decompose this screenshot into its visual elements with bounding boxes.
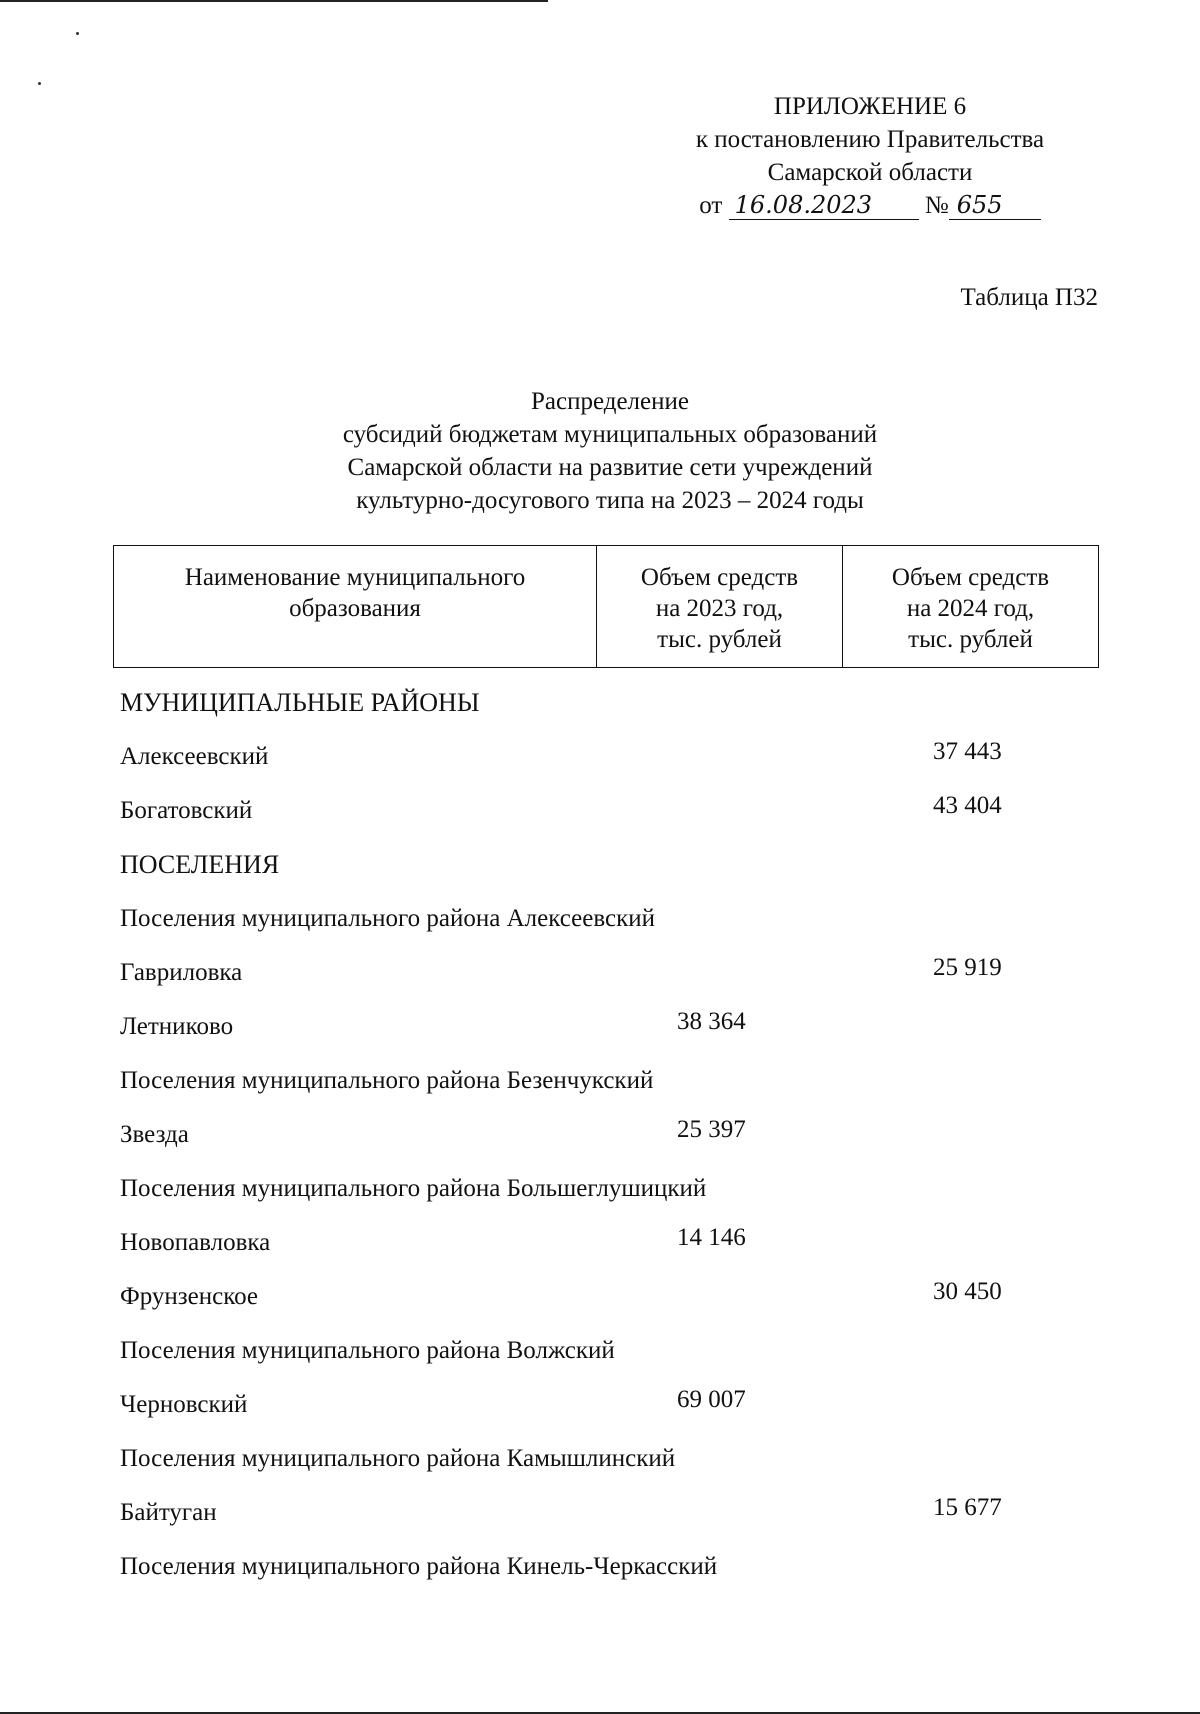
value-2024: 43 404	[933, 792, 1002, 819]
number-prefix: №	[924, 192, 949, 219]
subgroup-label: Поселения муниципального района Кинель-Черкасский	[120, 1553, 718, 1580]
municipality-name: Звезда	[120, 1121, 189, 1148]
title-line-3: Самарской области на развитие сети учреждений	[347, 454, 873, 481]
table-row	[120, 676, 1080, 730]
scan-edge-top	[0, 0, 548, 2]
handwritten-date: 16.08.2023	[729, 191, 919, 220]
table-row	[120, 838, 1080, 892]
date-prefix: от	[699, 192, 723, 219]
appendix-block	[640, 90, 1100, 222]
table-row	[120, 1162, 1080, 1216]
table-row	[120, 1054, 1080, 1108]
table-row	[120, 1216, 1080, 1270]
title-line-1: Распределение	[531, 388, 689, 415]
group-label: МУНИЦИПАЛЬНЫЕ РАЙОНЫ	[120, 688, 480, 717]
appendix-line-3: Самарской области	[767, 159, 973, 186]
table-body	[120, 676, 1080, 1594]
table-row	[120, 1324, 1080, 1378]
column-header-2024: Объем средств на 2024 год, тыс. рублей	[842, 546, 1098, 667]
title-line-4: культурно-досугового типа на 2023 – 2024 годы	[356, 487, 864, 514]
table-label: Таблица П32	[960, 284, 1098, 311]
municipality-name: Летниково	[120, 1013, 234, 1040]
document-title	[160, 385, 1060, 517]
table-row	[120, 1108, 1080, 1162]
municipality-name: Алексеевский	[120, 743, 269, 770]
column-header-2023: Объем средств на 2023 год, тыс. рублей	[596, 546, 842, 667]
subgroup-label: Поселения муниципального района Безенчукский	[120, 1067, 654, 1094]
table-row	[120, 784, 1080, 838]
table-row	[120, 1486, 1080, 1540]
value-2024: 15 677	[933, 1494, 1002, 1521]
value-2023: 25 397	[677, 1116, 746, 1143]
group-label: ПОСЕЛЕНИЯ	[120, 850, 280, 879]
table-row	[120, 1540, 1080, 1594]
table-row	[120, 1270, 1080, 1324]
municipality-name: Новопавловка	[120, 1229, 271, 1256]
table-header	[113, 545, 1099, 668]
table-row	[120, 1000, 1080, 1054]
column-header-name: Наименование муниципального образования	[184, 564, 526, 622]
value-2024: 25 919	[933, 954, 1002, 981]
municipality-name: Черновский	[120, 1391, 248, 1418]
scan-speck	[38, 82, 41, 85]
municipality-name: Богатовский	[120, 797, 253, 824]
table-row	[120, 946, 1080, 1000]
table-row	[120, 730, 1080, 784]
table-row	[120, 1432, 1080, 1486]
scan-speck	[76, 32, 79, 35]
municipality-name: Гавриловка	[120, 959, 243, 986]
appendix-line-2: к постановлению Правительства	[695, 126, 1045, 153]
table-row	[120, 892, 1080, 946]
table-row	[120, 1378, 1080, 1432]
value-2023: 38 364	[677, 1008, 746, 1035]
appendix-title: ПРИЛОЖЕНИЕ 6	[773, 93, 967, 120]
handwritten-number: 655	[949, 191, 1041, 220]
title-line-2: субсидий бюджетам муниципальных образований	[342, 421, 878, 448]
subgroup-label: Поселения муниципального района Камышлинский	[120, 1445, 676, 1472]
municipality-name: Байтуган	[120, 1499, 217, 1526]
value-2023: 69 007	[677, 1386, 746, 1413]
appendix-date-line	[640, 189, 1100, 222]
subgroup-label: Поселения муниципального района Алексеевский	[120, 905, 656, 932]
subgroup-label: Поселения муниципального района Волжский	[120, 1337, 615, 1364]
value-2023: 14 146	[677, 1224, 746, 1251]
value-2024: 30 450	[933, 1278, 1002, 1305]
subgroup-label: Поселения муниципального района Большеглушицкий	[120, 1175, 707, 1202]
value-2024: 37 443	[933, 738, 1002, 765]
municipality-name: Фрунзенское	[120, 1283, 259, 1310]
